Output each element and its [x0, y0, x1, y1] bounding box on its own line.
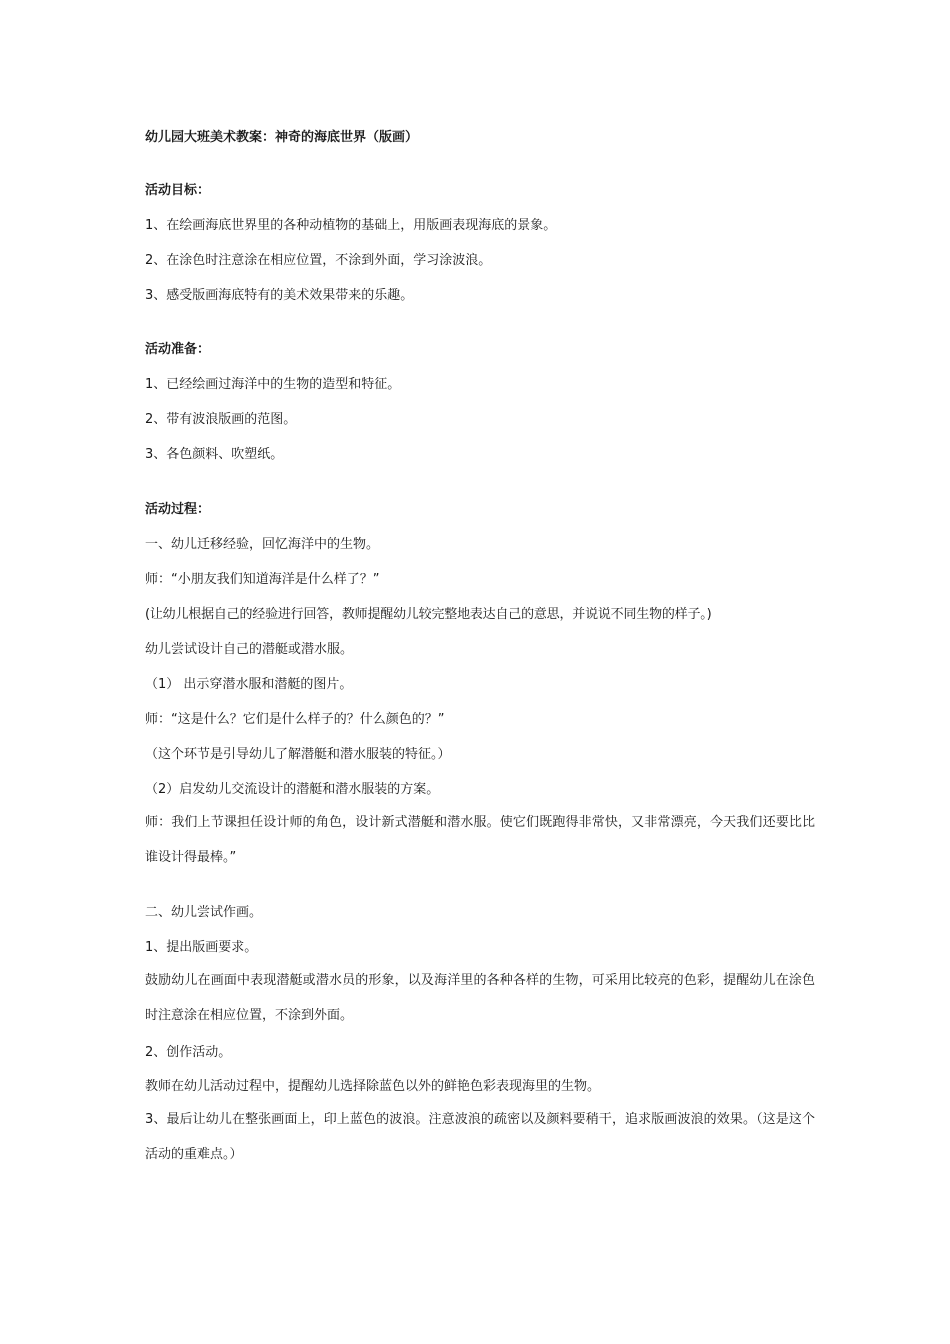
process-line: 教师在幼儿活动过程中，提醒幼儿选择除蓝色以外的鲜艳色彩表现海里的生物。	[145, 1079, 601, 1094]
document-title: 幼儿园大班美术教案：神奇的海底世界（版画）	[145, 130, 419, 145]
process-line: 幼儿尝试设计自己的潜艇或潜水服。	[145, 642, 354, 657]
prep-item: 1、已经绘画过海洋中的生物的造型和特征。	[145, 377, 401, 392]
process-line: （这个环节是引导幼儿了解潜艇和潜水服装的特征。）	[145, 747, 451, 762]
goals-item: 1、在绘画海底世界里的各种动植物的基础上，用版画表现海底的景象。	[145, 218, 557, 233]
prep-heading: 活动准备：	[145, 342, 211, 357]
process-line: 1、提出版画要求。	[145, 940, 258, 955]
process-line: 师：“小朋友我们知道海洋是什么样了？”	[145, 572, 380, 587]
process-heading: 活动过程：	[145, 502, 211, 517]
process-line: (让幼儿根据自己的经验进行回答，教师提醒幼儿较完整地表达自己的意思，并说说不同生物的样子。)	[145, 607, 712, 622]
goals-item: 3、感受版画海底特有的美术效果带来的乐趣。	[145, 288, 414, 303]
process-line: 一、幼儿迁移经验，回忆海洋中的生物。	[145, 537, 380, 552]
process-line: 师：“这是什么？它们是什么样子的？什么颜色的？”	[145, 712, 445, 727]
process-line: （1） 出示穿潜水服和潜艇的图片。	[145, 677, 353, 692]
goals-heading: 活动目标：	[145, 183, 211, 198]
process-paragraph: 师：我们上节课担任设计师的角色，设计新式潜艇和潜水服。使它们既跑得非常快，又非常漂亮，今天我们还要比比谁设计得最棒。”	[145, 815, 815, 865]
process-line: 2、创作活动。	[145, 1045, 232, 1060]
prep-item: 2、带有波浪版画的范图。	[145, 412, 297, 427]
process-line: （2）启发幼儿交流设计的潜艇和潜水服装的方案。	[145, 782, 440, 797]
process-line: 二、幼儿尝试作画。	[145, 905, 263, 920]
goals-item: 2、在涂色时注意涂在相应位置，不涂到外面，学习涂波浪。	[145, 253, 492, 268]
process-paragraph: 鼓励幼儿在画面中表现潜艇或潜水员的形象，以及海洋里的各种各样的生物，可采用比较亮的色彩，提醒幼儿在涂色时注意涂在相应位置，不涂到外面。	[145, 973, 815, 1023]
prep-item: 3、各色颜料、吹塑纸。	[145, 447, 284, 462]
process-paragraph: 3、最后让幼儿在整张画面上，印上蓝色的波浪。注意波浪的疏密以及颜料要稍干，追求版画波浪的效果。（这是这个活动的重难点。）	[145, 1112, 815, 1162]
